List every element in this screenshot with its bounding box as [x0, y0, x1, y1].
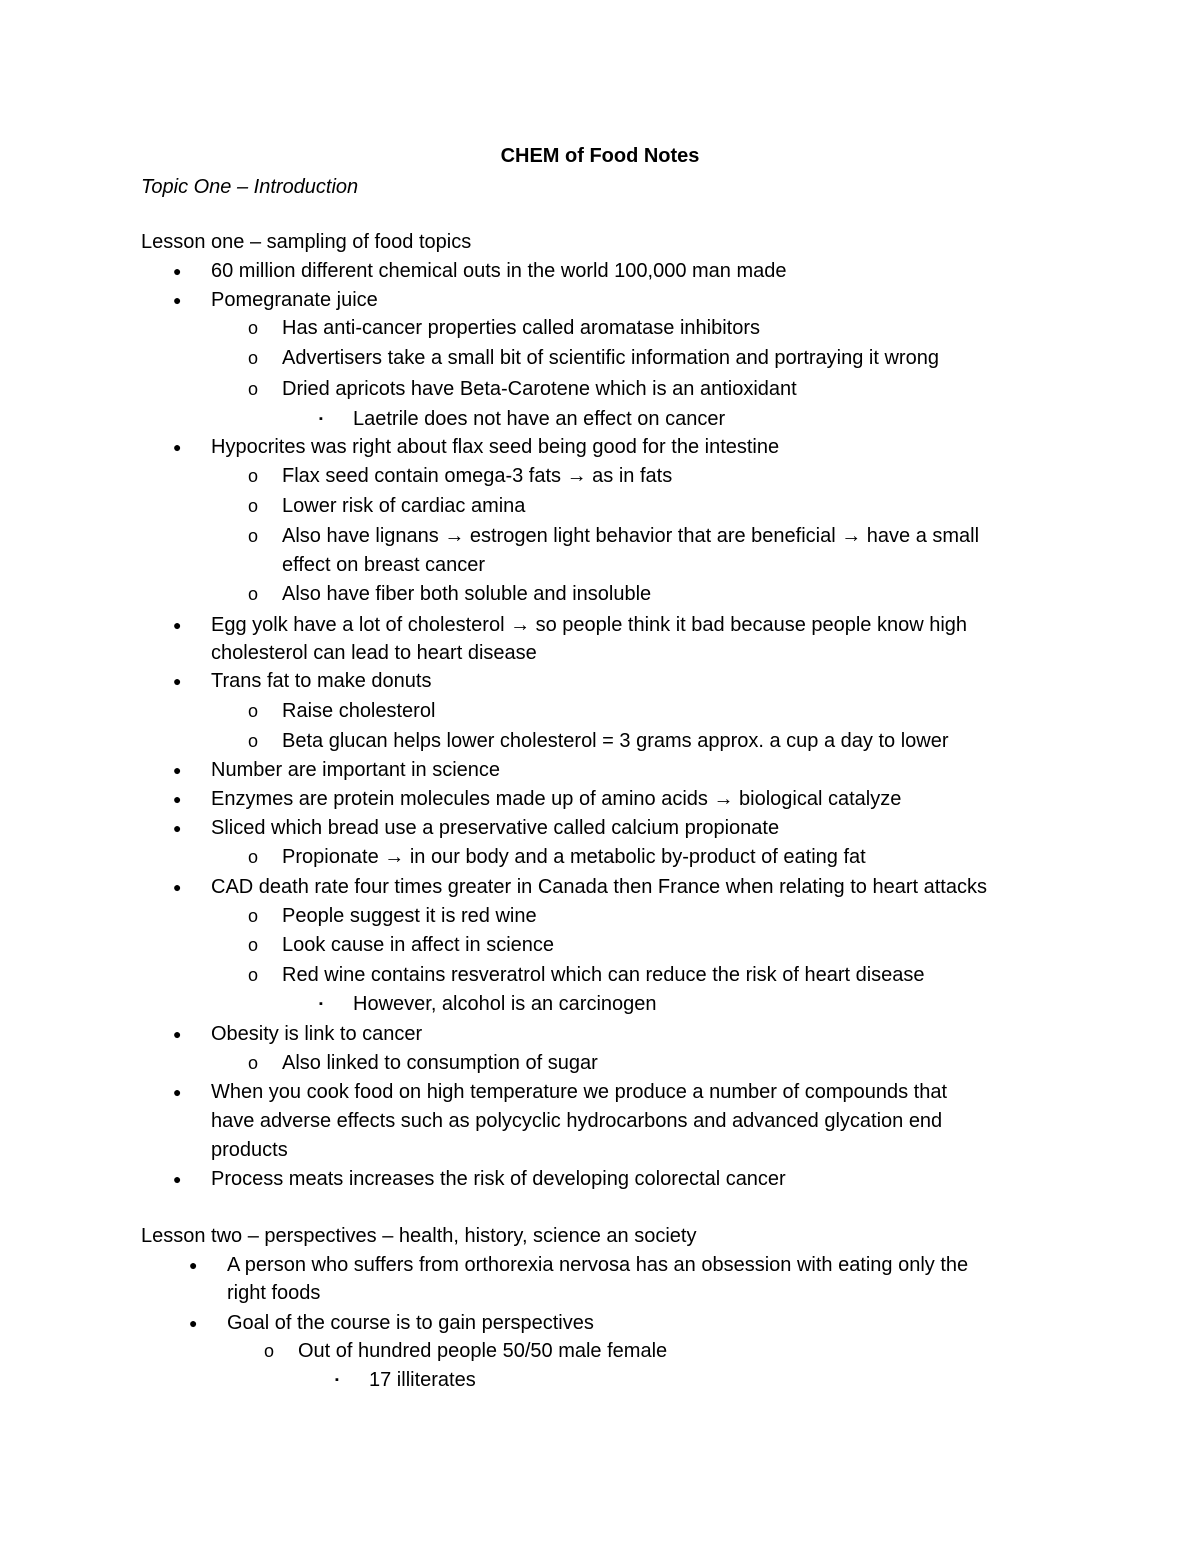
bullet-marker-level-1: ● [173, 1084, 182, 1100]
list-item-level-3: However, alcohol is an carcinogen [353, 993, 657, 1015]
list-item-level-2: Also have lignans → estrogen light behavior that are beneficial → have a small [282, 525, 980, 547]
list-item-level-1: When you cook food on high temperature we produce a number of compounds that [211, 1081, 948, 1103]
bullet-marker-level-1: ● [173, 879, 182, 895]
list-item-level-2: Lower risk of cardiac amina [282, 495, 526, 517]
bullet-marker-level-2: o [248, 496, 259, 516]
list-item-level-1: Pomegranate juice [211, 289, 378, 311]
bullet-marker-level-1: ● [173, 673, 182, 689]
list-item-level-1: Process meats increases the risk of developing colorectal cancer [211, 1168, 786, 1190]
list-item-continuation: right foods [227, 1282, 321, 1304]
bullet-marker-level-2: o [248, 379, 259, 399]
list-item-level-2: Beta glucan helps lower cholesterol = 3 grams approx. a cup a day to lower [282, 730, 949, 752]
bullet-marker-level-2: o [248, 318, 259, 338]
bullet-marker-level-3: ▪ [319, 413, 323, 425]
bullet-marker-level-1: ● [173, 617, 182, 633]
lesson-two-heading: Lesson two – perspectives – health, history, science an society [141, 1225, 697, 1247]
bullet-marker-level-1: ● [173, 762, 182, 778]
bullet-marker-level-2: o [248, 584, 259, 604]
list-item-continuation: cholesterol can lead to heart disease [211, 642, 537, 664]
bullet-marker-level-2: o [248, 906, 259, 926]
list-item-level-1: Sliced which bread use a preservative called calcium propionate [211, 817, 780, 839]
bullet-marker-level-3: ▪ [335, 1374, 339, 1386]
topic-heading: Topic One – Introduction [141, 176, 359, 198]
list-item-level-2: Out of hundred people 50/50 male female [298, 1340, 668, 1362]
list-item-level-2: Raise cholesterol [282, 700, 436, 722]
list-item-level-1: Obesity is link to cancer [211, 1023, 423, 1045]
list-item-continuation: products [211, 1139, 288, 1161]
bullet-marker-level-1: ● [189, 1257, 198, 1273]
list-item-continuation: effect on breast cancer [282, 554, 486, 576]
list-item-level-2: Propionate → in our body and a metabolic by-product of eating fat [282, 846, 866, 868]
list-item-level-1: Trans fat to make donuts [211, 670, 432, 692]
list-item-level-2: Flax seed contain omega-3 fats → as in fats [282, 465, 673, 487]
bullet-marker-level-3: ▪ [319, 998, 323, 1010]
list-item-level-2: People suggest it is red wine [282, 905, 537, 927]
list-item-level-1: Goal of the course is to gain perspectives [227, 1312, 594, 1334]
list-item-level-1: Hypocrites was right about flax seed being good for the intestine [211, 436, 780, 458]
list-item-level-2: Also linked to consumption of sugar [282, 1052, 598, 1074]
list-item-level-2: Dried apricots have Beta-Carotene which is an antioxidant [282, 378, 797, 400]
bullet-marker-level-1: ● [173, 439, 182, 455]
bullet-marker-level-1: ● [173, 820, 182, 836]
bullet-marker-level-2: o [248, 348, 259, 368]
page-title: CHEM of Food Notes [500, 145, 700, 167]
list-item-level-2: Also have fiber both soluble and insoluble [282, 583, 652, 605]
bullet-marker-level-1: ● [173, 791, 182, 807]
bullet-marker-level-1: ● [173, 1026, 182, 1042]
bullet-marker-level-2: o [248, 935, 259, 955]
bullet-marker-level-1: ● [173, 263, 182, 279]
list-item-level-2: Red wine contains resveratrol which can reduce the risk of heart disease [282, 964, 925, 986]
bullet-marker-level-1: ● [189, 1315, 198, 1331]
bullet-marker-level-2: o [248, 526, 259, 546]
bullet-marker-level-1: ● [173, 1171, 182, 1187]
list-item-level-2: Look cause in affect in science [282, 934, 555, 956]
list-item-level-1: A person who suffers from orthorexia nervosa has an obsession with eating only the [227, 1254, 969, 1276]
list-item-level-1: 60 million different chemical outs in the world 100,000 man made [211, 260, 787, 282]
list-item-level-2: Advertisers take a small bit of scientific information and portraying it wrong [282, 347, 939, 369]
list-item-level-1: Egg yolk have a lot of cholesterol → so people think it bad because people know high [211, 614, 968, 636]
bullet-marker-level-2: o [248, 847, 259, 867]
list-item-level-2: Has anti-cancer properties called aromatase inhibitors [282, 317, 761, 339]
bullet-marker-level-2: o [264, 1341, 275, 1361]
list-item-level-1: Enzymes are protein molecules made up of amino acids → biological catalyze [211, 788, 902, 810]
bullet-marker-level-2: o [248, 965, 259, 985]
bullet-marker-level-2: o [248, 731, 259, 751]
list-item-level-1: Number are important in science [211, 759, 501, 781]
list-item-level-3: 17 illiterates [369, 1369, 476, 1391]
bullet-marker-level-2: o [248, 1053, 259, 1073]
bullet-marker-level-1: ● [173, 292, 182, 308]
bullet-marker-level-2: o [248, 701, 259, 721]
list-item-continuation: have adverse effects such as polycyclic hydrocarbons and advanced glycation end [211, 1110, 943, 1132]
bullet-marker-level-2: o [248, 466, 259, 486]
lesson-one-heading: Lesson one – sampling of food topics [141, 231, 472, 253]
list-item-level-3: Laetrile does not have an effect on cancer [353, 408, 726, 430]
list-item-level-1: CAD death rate four times greater in Canada then France when relating to heart attacks [211, 876, 987, 898]
